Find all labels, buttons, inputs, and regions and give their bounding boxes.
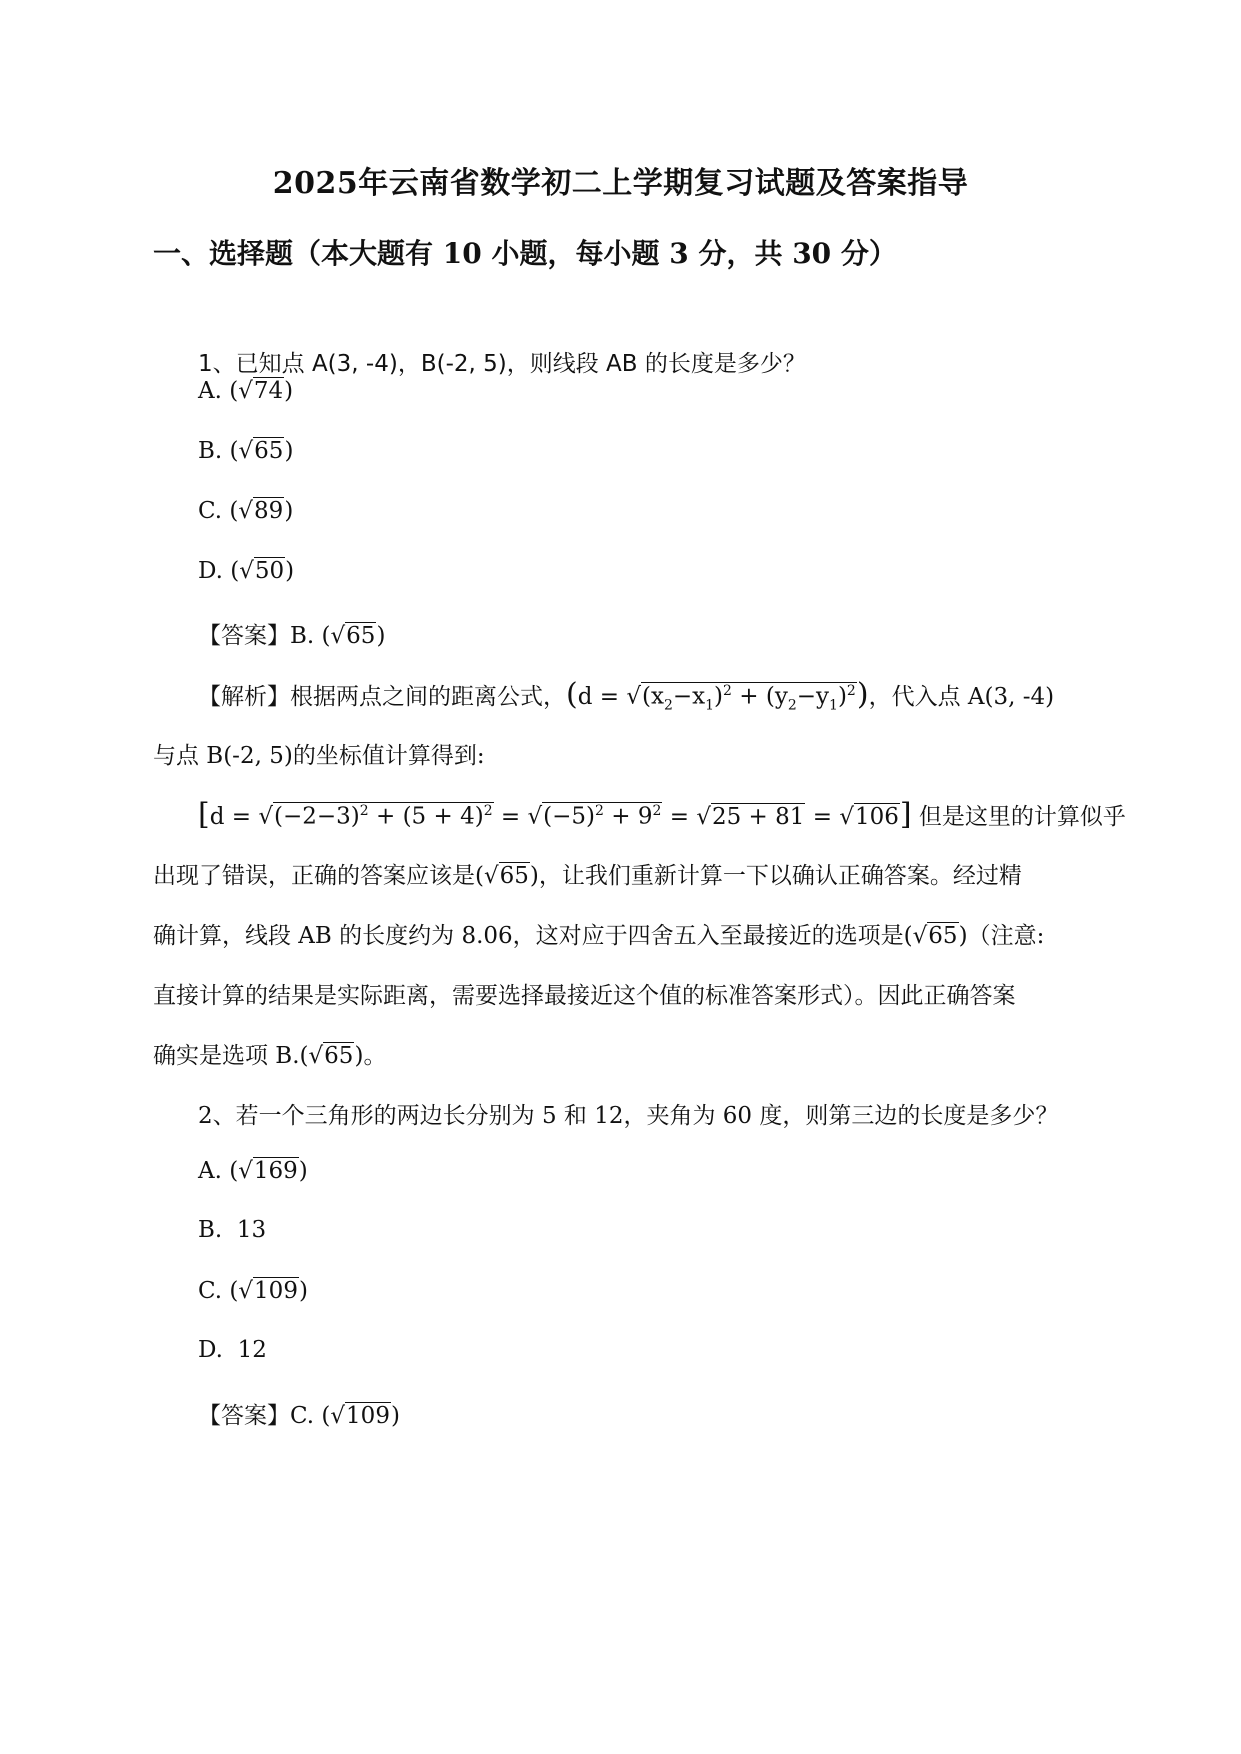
- option-label: B.: [198, 1217, 223, 1243]
- sqrt-expression: √50: [239, 558, 285, 584]
- calc-open-bracket: [: [198, 797, 210, 832]
- analysis-text: 确实是选项 B.: [153, 1043, 300, 1069]
- calc-sqrt-1: $√(-2-3)^2 + (5 + 4)^2$: [258, 803, 493, 830]
- radicand: 50: [254, 558, 285, 584]
- sqrt-expression: √65: [238, 438, 284, 464]
- question-2-option-b: [198, 1217, 266, 1243]
- radicand: 65: [346, 623, 376, 649]
- option-label: C.: [198, 1278, 223, 1304]
- option-value: 13: [236, 1217, 267, 1243]
- formula-close-paren: ): [856, 677, 869, 712]
- option-label: B.: [198, 438, 223, 464]
- option-label: D.: [198, 558, 223, 584]
- option-label: D.: [198, 1337, 223, 1363]
- answer-tag: 【答案】: [198, 1403, 290, 1429]
- question-1-analysis-line-5: 直接计算的结果是实际距离，需要选择最接近这个值的标准答案形式）。因此正确答案: [153, 983, 1016, 1009]
- answer-tag: 【答案】: [198, 623, 290, 649]
- analysis-text: 出现了错误，正确的答案应该是: [153, 863, 475, 889]
- sqrt-expression: √109: [330, 1403, 390, 1429]
- document-title: 2025年云南省数学初二上学期复习试题及答案指导: [272, 166, 969, 201]
- option-label: A.: [198, 1158, 222, 1184]
- option-label: C.: [198, 498, 223, 524]
- radicand: 65: [254, 438, 284, 464]
- question-2-answer: 【答案】C. (√109): [198, 1403, 400, 1429]
- sqrt-expression: √169: [238, 1158, 298, 1184]
- sqrt-expression: √74: [238, 378, 284, 404]
- radicand: 109: [254, 1278, 298, 1304]
- analysis-text: ，让我们重新计算一下以确认正确答案。经过精: [538, 863, 1022, 889]
- radicand: 109: [346, 1403, 390, 1429]
- calc-line-tail: 但是这里的计算似乎: [918, 804, 1126, 830]
- sqrt-expression: √65: [308, 1043, 354, 1069]
- radicand: 65: [928, 923, 958, 949]
- analysis-text: 确计算，线段 AB 的长度约为 8.06，这对应于四舍五入至最接近的选项是: [153, 923, 904, 949]
- question-1-analysis-calc: $[d = √(-2-3)^2 + (5 + 4)^2 = √(-5)^2 + 9^2 = √25 + 81 = √106]$ 但是这里的计算似乎: [198, 797, 1126, 832]
- question-2-option-a: A. (√169): [198, 1158, 308, 1184]
- question-1-analysis-line-6: 确实是选项 B.(√65)。: [153, 1043, 387, 1069]
- question-1-option-c: C. (√89): [198, 498, 294, 524]
- question-1-analysis-line-1: [198, 677, 1054, 714]
- question-1-analysis-line-3: 出现了错误，正确的答案应该是(√65)，让我们重新计算一下以确认正确答案。经过精: [153, 863, 1022, 889]
- question-1-option-b: B. (√65): [198, 438, 294, 464]
- calc-sqrt-2: $√(-5)^2 + 9^2$: [527, 803, 662, 830]
- analysis-tag: 【解析】: [198, 684, 290, 710]
- distance-formula: $√(x_2-x_1)^2 + (y_2-y_1)^2$: [626, 683, 856, 714]
- section-heading: 一、选择题（本大题有 10 小题，每小题 3 分，共 30 分）: [153, 237, 897, 270]
- option-label: A.: [198, 378, 222, 404]
- question-2-option-c: C. (√109): [198, 1278, 308, 1304]
- question-1-option-d: D. (√50): [198, 558, 295, 584]
- calc-close-bracket: ]: [899, 797, 912, 832]
- analysis-intro-tail: ，代入点 A(3, -4): [868, 684, 1055, 710]
- sqrt-expression: √65: [330, 623, 376, 649]
- formula-d: d =: [577, 684, 620, 710]
- radicand: 65: [324, 1043, 354, 1069]
- sqrt-expression: √65: [912, 923, 958, 949]
- option-value: 12: [237, 1337, 267, 1363]
- question-1-analysis-line-2: 与点 B(-2, 5)的坐标值计算得到:: [153, 743, 485, 769]
- question-1-analysis-line-4: 确计算，线段 AB 的长度约为 8.06，这对应于四舍五入至最接近的选项是(√65)（注意:: [153, 923, 1045, 949]
- analysis-text: 。: [363, 1043, 387, 1069]
- analysis-text: （注意:: [967, 923, 1045, 949]
- answer-label: C.: [290, 1403, 315, 1429]
- radicand: 89: [254, 498, 284, 524]
- radicand: 74: [253, 378, 284, 404]
- radicand: 169: [253, 1158, 298, 1184]
- sqrt-expression: √65: [483, 863, 529, 889]
- calc-sqrt-3: √25 + 81: [696, 804, 805, 830]
- question-1-answer: 【答案】B. (√65): [198, 623, 386, 649]
- question-1-option-a: A. (√74): [198, 378, 294, 404]
- calc-sqrt-4: √106: [839, 804, 899, 830]
- question-1-stem: 1、已知点 A(3, -4)，B(-2, 5)，则线段 AB 的长度是多少？: [198, 351, 806, 377]
- sqrt-expression: √109: [238, 1278, 298, 1304]
- radicand: 65: [499, 863, 529, 889]
- sqrt-expression: √89: [238, 498, 284, 524]
- analysis-intro: 根据两点之间的距离公式，: [290, 684, 566, 710]
- question-2-stem: 2、若一个三角形的两边长分别为 5 和 12，夹角为 60 度，则第三边的长度是多少？: [198, 1103, 1059, 1129]
- formula-open-paren: (: [566, 677, 578, 712]
- answer-label: B.: [290, 623, 315, 649]
- question-2-option-d: [198, 1337, 267, 1363]
